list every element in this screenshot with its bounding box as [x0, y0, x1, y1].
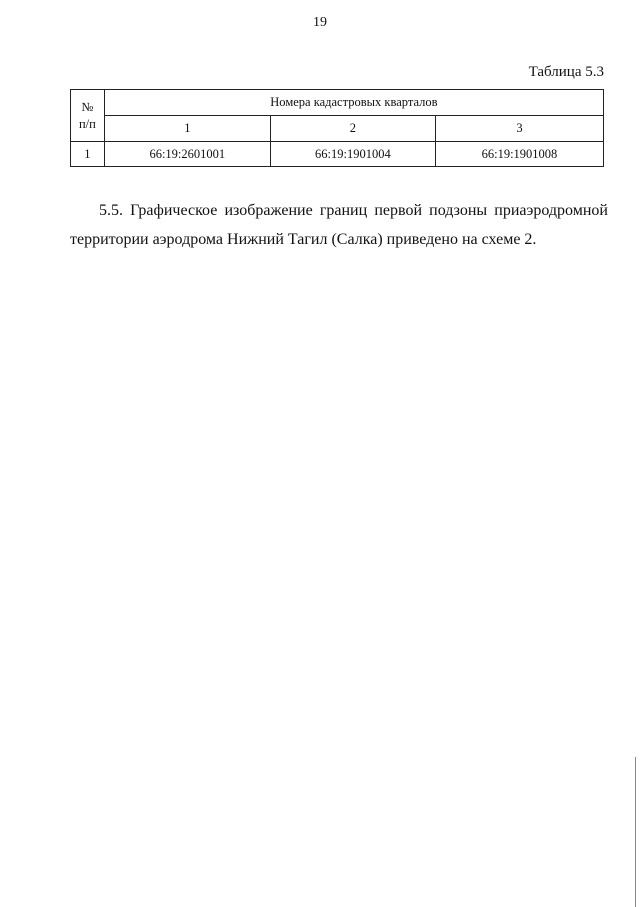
cadastral-number-cell: 66:19:1901004 [270, 142, 435, 167]
table-caption: Таблица 5.3 [528, 64, 604, 80]
header-num-symbol: № [81, 99, 94, 114]
table-row [71, 142, 604, 167]
header-num-abbrev: п/п [78, 116, 96, 131]
header-cadastral-quarters: Номера кадастровых кварталов [104, 90, 603, 116]
cadastral-number-cell: 66:19:1901008 [435, 142, 603, 167]
subheader-col-1: 1 [104, 116, 270, 142]
cadastral-quarters-table [70, 89, 604, 167]
paragraph-line-1: 5.5. Графическое изображение границ первой подзоны приаэродромной [99, 202, 608, 219]
page-number: 19 [313, 15, 327, 30]
subheader-col-2: 2 [270, 116, 435, 142]
table-header-row [71, 90, 604, 116]
section-5-5-paragraph [70, 196, 608, 254]
header-row-number [71, 90, 105, 142]
scan-edge-line [635, 757, 636, 907]
subheader-col-3: 3 [435, 116, 603, 142]
paragraph-line-2: территории аэродрома Нижний Тагил (Салка) приведено на схеме 2. [70, 231, 537, 248]
row-number: 1 [71, 142, 105, 167]
cadastral-number-cell: 66:19:2601001 [104, 142, 270, 167]
table-subheader-row [71, 116, 604, 142]
